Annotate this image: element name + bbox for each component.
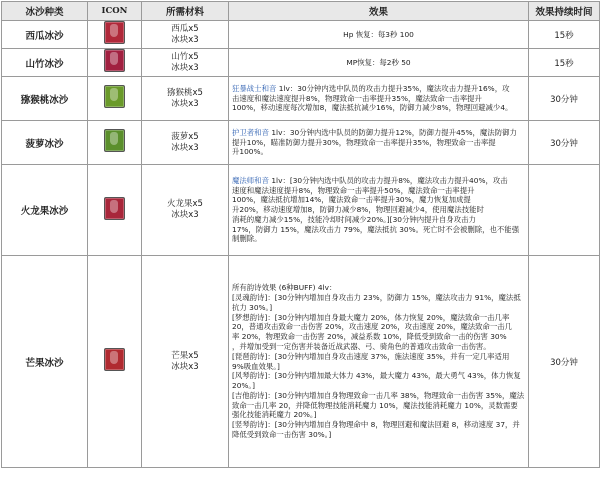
duration-cell: 30分钟 xyxy=(529,256,600,468)
smoothie-name: 猕猴桃冰沙 xyxy=(2,77,88,121)
effect-text: 1lv：[30分钟内选中队员的攻击力提升8%，魔法攻击力提升40%，攻击 xyxy=(268,175,508,185)
icon-cell xyxy=(88,49,142,77)
effect-line: 20，普通攻击致命一击伤害 20%，攻击速度 20%，攻击速度 20%，魔法致命一击几 xyxy=(232,322,513,332)
effect-line: 100%，魔法抵抗增加14%，魔法致命一击率提升30%，魔力恢复加成提 xyxy=(232,195,471,205)
smoothie-name: 芒果冰沙 xyxy=(2,256,88,468)
material-item: 冰块x3 xyxy=(171,34,199,45)
smoothie-name: 山竹冰沙 xyxy=(2,49,88,77)
effect-line: 消耗的魔力减少15%，技能冷却时间减少20%。][30分钟内提升自身攻击力 xyxy=(232,214,476,224)
table-row xyxy=(2,121,600,165)
red-smoothie-icon xyxy=(104,21,125,44)
icon-cell xyxy=(88,21,142,49)
effect-line: 17%，防御力 15%，魔法攻击力 79%，魔法抵抗 30%。死亡时不会被删除，也不能强制删除。 xyxy=(232,224,520,244)
smoothie-name: 火龙果冰沙 xyxy=(2,165,88,256)
effect-line: 100%，移动速度每次增加8，魔法抵抗减少16%，防御力减少8%，物理回避减少4。 xyxy=(232,103,513,113)
effect-line: 升100%。 xyxy=(232,147,268,157)
effect-cell xyxy=(229,77,529,121)
effect-line: 速度和魔法速度提升8%，物理致命一击率提升50%，魔法致命一击率提升 xyxy=(232,185,475,195)
duration-cell: 30分钟 xyxy=(529,121,600,165)
duration-cell: 15秒 xyxy=(529,21,600,49)
materials-cell xyxy=(142,77,229,121)
table-row xyxy=(2,256,600,468)
green-smoothie-icon xyxy=(104,129,125,152)
effect-line: [梦想韵诗]：[30分钟内增加自身最大魔力 20%，体力恢复 20%，魔法致命一击几率 xyxy=(232,312,510,322)
header-type: 冰沙种类 xyxy=(2,2,88,21)
header-icon: ICON xyxy=(88,2,142,21)
material-item: 猕猴桃x5 xyxy=(167,87,203,98)
smoothie-name: 西瓜冰沙 xyxy=(2,21,88,49)
material-item: 冰块x3 xyxy=(171,142,199,153)
effect-line: ，并增加受到一定伤害并装备近战武器、弓、骑角色的普通攻击致命一击伤害。 xyxy=(232,341,491,351)
icon-cell xyxy=(88,256,142,468)
effect-tag: 狂暴战士和音 xyxy=(232,83,277,93)
material-item: 山竹x5 xyxy=(171,51,199,62)
effect-line: 所有韵诗效果 (6种BUFF) 4lv： xyxy=(232,283,337,293)
materials-cell xyxy=(142,165,229,256)
material-item: 菠萝x5 xyxy=(171,131,199,142)
material-item: 冰块x3 xyxy=(171,361,199,372)
materials-cell xyxy=(142,121,229,165)
effect-line: 率 20%，物理致命一击伤害 20%，减益系数 10%，降低受到致命一击的伤害 30% xyxy=(232,332,507,342)
effect-line: [琵琶韵诗]：[30分钟内增加自身攻击速度 37%，施法速度 35%，并有一定几率适用 xyxy=(232,351,510,361)
smoothie-name: 菠萝冰沙 xyxy=(2,121,88,165)
red-smoothie-icon xyxy=(104,49,125,72)
table-header-row xyxy=(2,2,600,21)
header-duration: 效果持续时间 xyxy=(529,2,600,21)
effect-line xyxy=(232,176,525,186)
table-row xyxy=(2,49,600,77)
effect-line: Hp 恢复：每3秒 100 xyxy=(343,29,414,39)
effect-tag: 护卫者和音 xyxy=(232,127,269,137)
duration-cell: 30分钟 xyxy=(529,77,600,121)
effect-cell xyxy=(229,121,529,165)
material-item: 火龙果x5 xyxy=(167,199,203,209)
material-item: 冰块x3 xyxy=(171,210,199,220)
red-smoothie-icon xyxy=(104,197,125,220)
table-row xyxy=(2,77,600,121)
icon-cell xyxy=(88,121,142,165)
effect-line: [风琴韵诗]：[30分钟内增加最大体力 43%，最大魔力 43%，最大勇气 43%，体力恢复 20%。] xyxy=(232,371,521,391)
effect-line: MP恢复：每2秒 50 xyxy=(346,57,411,67)
effect-tag: 魔法师和音 xyxy=(232,175,269,185)
effect-line: [竖琴韵诗]：[30分钟内增加自身物理命中 8，物理回避和魔法回避 8，移动速度 37，并降低受到致命一击伤害 30%。] xyxy=(232,420,520,440)
effect-cell xyxy=(229,256,529,468)
effect-cell xyxy=(229,21,529,49)
header-materials: 所需材料 xyxy=(142,2,229,21)
effect-line: 击速度和魔法速度提升8%，物理致命一击率提升35%，魔法致命一击率提升 xyxy=(232,93,482,103)
materials-cell xyxy=(142,21,229,49)
effect-line: 提升10%，瞄准防御力提升30%，物理致命一击率提升35%，物理致命一击率提 xyxy=(232,137,496,147)
table-row xyxy=(2,165,600,256)
effect-line xyxy=(232,128,525,138)
red-smoothie-icon xyxy=(104,348,125,371)
effect-line: 升20%，移动速度增加8，防御力减少8%，物理回避减少4，使用魔法技能时 xyxy=(232,205,484,215)
smoothie-table xyxy=(1,1,600,468)
header-effect: 效果 xyxy=(229,2,529,21)
duration-cell xyxy=(529,165,600,256)
effect-line: 9%吸血效果。] xyxy=(232,361,280,371)
effect-line xyxy=(232,84,525,94)
material-item: 西瓜x5 xyxy=(171,23,199,34)
material-item: 冰块x3 xyxy=(171,62,199,73)
effect-cell xyxy=(229,165,529,256)
duration-cell: 15秒 xyxy=(529,49,600,77)
effect-text: 1lv：30分钟内选中队员的防御力提升12%，防御力提升45%，魔法防御力 xyxy=(268,127,517,137)
materials-cell xyxy=(142,256,229,468)
material-item: 芒果x5 xyxy=(171,350,199,361)
effect-text: 1lv：30分钟内选中队员的攻击力提升35%，魔法攻击力提升16%，攻 xyxy=(276,83,510,93)
table-row xyxy=(2,21,600,49)
effect-cell xyxy=(229,49,529,77)
effect-line: [灵魂韵诗]：[30分钟内增加自身攻击力 23%，防御力 15%，魔法攻击力 91%，魔法抵 xyxy=(232,292,521,302)
effect-line: [吉他韵诗]：[30分钟内增加自身物理致命一击几率 38%，物理致命一击伤害 35%，魔法致命一击几率 20，并降低物理技能消耗魔力 10%，魔法技能消耗魔力 10%，灵数需要强化技能消耗魔力 20%。] xyxy=(232,390,525,420)
icon-cell xyxy=(88,165,142,256)
icon-cell xyxy=(88,77,142,121)
material-item: 冰块x3 xyxy=(171,98,199,109)
green-smoothie-icon xyxy=(104,85,125,108)
materials-cell xyxy=(142,49,229,77)
effect-line: 抗力 30%。] xyxy=(232,302,273,312)
